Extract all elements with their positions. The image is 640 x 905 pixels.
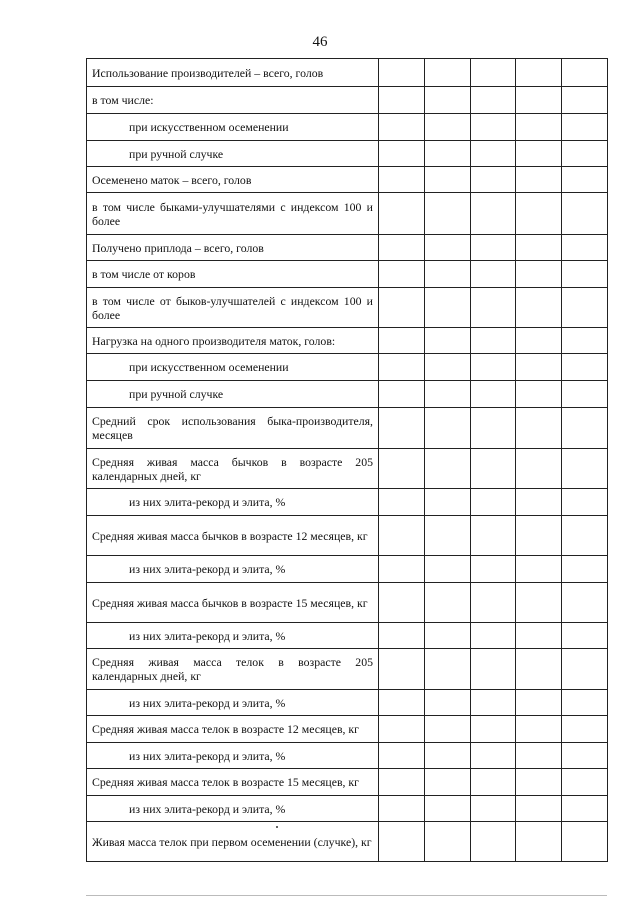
table-row — [87, 743, 608, 769]
table-row — [87, 141, 608, 167]
value-cell[interactable] — [562, 769, 608, 796]
value-cell[interactable] — [379, 623, 425, 649]
value-cell[interactable] — [562, 743, 608, 769]
value-cell[interactable] — [379, 822, 425, 862]
value-cell[interactable] — [562, 649, 608, 690]
value-cell[interactable] — [562, 583, 608, 623]
value-cell[interactable] — [562, 288, 608, 328]
table-row — [87, 354, 608, 381]
table-row — [87, 381, 608, 408]
value-cell[interactable] — [470, 796, 516, 822]
value-cell[interactable] — [424, 769, 470, 796]
table-row — [87, 583, 608, 623]
table-row — [87, 769, 608, 796]
table-row — [87, 87, 608, 114]
row-label: при ручной случке — [87, 141, 379, 167]
value-cell[interactable] — [562, 193, 608, 235]
row-label: Средняя живая масса телок в возрасте 12 месяцев, кг — [87, 716, 379, 743]
value-cell[interactable] — [470, 822, 516, 862]
row-label: Средняя живая масса телок в возрасте 205 календарных дней, кг — [87, 649, 379, 690]
value-cell[interactable] — [470, 141, 516, 167]
value-cell[interactable] — [516, 822, 562, 862]
value-cell[interactable] — [562, 822, 608, 862]
row-label: из них элита-рекорд и элита, % — [87, 489, 379, 516]
value-cell[interactable] — [379, 743, 425, 769]
value-cell[interactable] — [379, 114, 425, 141]
value-cell[interactable] — [562, 59, 608, 87]
row-label: в том числе быками-улучшателями с индексом 100 и более — [87, 193, 379, 235]
value-cell[interactable] — [379, 489, 425, 516]
value-cell[interactable] — [516, 381, 562, 408]
table-row — [87, 556, 608, 583]
table-row — [87, 167, 608, 193]
livestock-indicators-table — [86, 58, 608, 862]
value-cell[interactable] — [470, 716, 516, 743]
row-label: Получено приплода – всего, голов — [87, 235, 379, 261]
value-cell[interactable] — [379, 690, 425, 716]
value-cell[interactable] — [516, 583, 562, 623]
value-cell[interactable] — [562, 489, 608, 516]
table-row — [87, 716, 608, 743]
value-cell[interactable] — [424, 516, 470, 556]
table-row — [87, 649, 608, 690]
value-cell[interactable] — [379, 408, 425, 449]
value-cell[interactable] — [470, 449, 516, 489]
value-cell[interactable] — [562, 87, 608, 114]
value-cell[interactable] — [424, 167, 470, 193]
value-cell[interactable] — [562, 408, 608, 449]
value-cell[interactable] — [562, 796, 608, 822]
value-cell[interactable] — [516, 489, 562, 516]
value-cell[interactable] — [516, 743, 562, 769]
value-cell[interactable] — [470, 87, 516, 114]
value-cell[interactable] — [516, 716, 562, 743]
value-cell[interactable] — [470, 59, 516, 87]
value-cell[interactable] — [379, 796, 425, 822]
table-row — [87, 288, 608, 328]
value-cell[interactable] — [516, 449, 562, 489]
value-cell[interactable] — [379, 516, 425, 556]
row-label: из них элита-рекорд и элита, % — [87, 743, 379, 769]
table-body — [87, 59, 608, 862]
value-cell[interactable] — [516, 328, 562, 354]
value-cell[interactable] — [379, 141, 425, 167]
value-cell[interactable] — [516, 167, 562, 193]
value-cell[interactable] — [424, 822, 470, 862]
table-row — [87, 193, 608, 235]
value-cell[interactable] — [562, 716, 608, 743]
value-cell[interactable] — [470, 556, 516, 583]
row-label: Средняя живая масса бычков в возрасте 205 календарных дней, кг — [87, 449, 379, 489]
value-cell[interactable] — [470, 649, 516, 690]
value-cell[interactable] — [424, 796, 470, 822]
table-row — [87, 796, 608, 822]
value-cell[interactable] — [516, 623, 562, 649]
value-cell[interactable] — [516, 59, 562, 87]
row-label: Живая масса телок при первом осеменении (случке), кг — [87, 822, 379, 862]
table-row — [87, 59, 608, 87]
value-cell[interactable] — [470, 743, 516, 769]
value-cell[interactable] — [516, 796, 562, 822]
value-cell[interactable] — [424, 716, 470, 743]
value-cell[interactable] — [516, 114, 562, 141]
value-cell[interactable] — [562, 354, 608, 381]
value-cell[interactable] — [424, 59, 470, 87]
row-label: в том числе от быков-улучшателей с индексом 100 и более — [87, 288, 379, 328]
value-cell[interactable] — [379, 381, 425, 408]
value-cell[interactable] — [379, 716, 425, 743]
value-cell[interactable] — [379, 354, 425, 381]
row-label: Средняя живая масса телок в возрасте 15 месяцев, кг — [87, 769, 379, 796]
row-label: при ручной случке — [87, 381, 379, 408]
value-cell[interactable] — [470, 261, 516, 288]
row-label: из них элита-рекорд и элита, % — [87, 796, 379, 822]
value-cell[interactable] — [562, 261, 608, 288]
row-label: в том числе от коров — [87, 261, 379, 288]
value-cell[interactable] — [470, 288, 516, 328]
value-cell[interactable] — [470, 167, 516, 193]
row-label: при искусственном осеменении — [87, 354, 379, 381]
value-cell[interactable] — [424, 583, 470, 623]
value-cell[interactable] — [470, 381, 516, 408]
table-row — [87, 822, 608, 862]
table-row — [87, 516, 608, 556]
value-cell[interactable] — [470, 489, 516, 516]
value-cell[interactable] — [379, 59, 425, 87]
page-number: 46 — [312, 34, 328, 50]
table-row — [87, 235, 608, 261]
value-cell[interactable] — [424, 288, 470, 328]
value-cell[interactable] — [424, 743, 470, 769]
value-cell[interactable] — [470, 408, 516, 449]
value-cell[interactable] — [516, 354, 562, 381]
value-cell[interactable] — [379, 449, 425, 489]
value-cell[interactable] — [470, 235, 516, 261]
row-label: Средний срок использования быка-производителя, месяцев — [87, 408, 379, 449]
value-cell[interactable] — [470, 516, 516, 556]
value-cell[interactable] — [516, 556, 562, 583]
value-cell[interactable] — [424, 141, 470, 167]
table-row — [87, 623, 608, 649]
value-cell[interactable] — [379, 556, 425, 583]
table-row — [87, 114, 608, 141]
value-cell[interactable] — [562, 114, 608, 141]
row-label: в том числе: — [87, 87, 379, 114]
row-label: из них элита-рекорд и элита, % — [87, 623, 379, 649]
value-cell[interactable] — [516, 141, 562, 167]
value-cell[interactable] — [516, 87, 562, 114]
row-label: при искусственном осеменении — [87, 114, 379, 141]
value-cell[interactable] — [379, 649, 425, 690]
value-cell[interactable] — [379, 769, 425, 796]
value-cell[interactable] — [470, 769, 516, 796]
value-cell[interactable] — [562, 167, 608, 193]
value-cell[interactable] — [379, 328, 425, 354]
scan-speck — [276, 826, 278, 828]
table-row — [87, 690, 608, 716]
row-label: из них элита-рекорд и элита, % — [87, 556, 379, 583]
value-cell[interactable] — [424, 261, 470, 288]
value-cell[interactable] — [516, 193, 562, 235]
value-cell[interactable] — [562, 449, 608, 489]
value-cell[interactable] — [379, 583, 425, 623]
value-cell[interactable] — [424, 235, 470, 261]
row-label: Использование производителей – всего, голов — [87, 59, 379, 87]
value-cell[interactable] — [379, 193, 425, 235]
value-cell[interactable] — [516, 235, 562, 261]
value-cell[interactable] — [424, 489, 470, 516]
table-row — [87, 489, 608, 516]
value-cell[interactable] — [470, 690, 516, 716]
value-cell[interactable] — [470, 583, 516, 623]
value-cell[interactable] — [424, 328, 470, 354]
value-cell[interactable] — [516, 408, 562, 449]
table-row — [87, 408, 608, 449]
row-label: Нагрузка на одного производителя маток, голов: — [87, 328, 379, 354]
page-bottom-edge — [86, 895, 607, 896]
value-cell[interactable] — [562, 516, 608, 556]
table-row — [87, 449, 608, 489]
value-cell[interactable] — [562, 623, 608, 649]
value-cell[interactable] — [379, 235, 425, 261]
value-cell[interactable] — [424, 408, 470, 449]
row-label: Осеменено маток – всего, голов — [87, 167, 379, 193]
value-cell[interactable] — [562, 556, 608, 583]
row-label: Средняя живая масса бычков в возрасте 12 месяцев, кг — [87, 516, 379, 556]
value-cell[interactable] — [470, 328, 516, 354]
value-cell[interactable] — [562, 690, 608, 716]
value-cell[interactable] — [424, 114, 470, 141]
value-cell[interactable] — [424, 690, 470, 716]
value-cell[interactable] — [516, 516, 562, 556]
value-cell[interactable] — [562, 328, 608, 354]
value-cell[interactable] — [562, 381, 608, 408]
value-cell[interactable] — [379, 167, 425, 193]
value-cell[interactable] — [424, 193, 470, 235]
row-label: Средняя живая масса бычков в возрасте 15 месяцев, кг — [87, 583, 379, 623]
value-cell[interactable] — [424, 354, 470, 381]
value-cell[interactable] — [379, 288, 425, 328]
value-cell[interactable] — [516, 690, 562, 716]
value-cell[interactable] — [562, 235, 608, 261]
value-cell[interactable] — [470, 193, 516, 235]
value-cell[interactable] — [516, 649, 562, 690]
value-cell[interactable] — [424, 623, 470, 649]
value-cell[interactable] — [470, 114, 516, 141]
value-cell[interactable] — [379, 261, 425, 288]
value-cell[interactable] — [424, 649, 470, 690]
value-cell[interactable] — [424, 381, 470, 408]
value-cell[interactable] — [379, 87, 425, 114]
value-cell[interactable] — [470, 623, 516, 649]
value-cell[interactable] — [424, 449, 470, 489]
value-cell[interactable] — [470, 354, 516, 381]
value-cell[interactable] — [516, 288, 562, 328]
table-row — [87, 261, 608, 288]
value-cell[interactable] — [562, 141, 608, 167]
row-label: из них элита-рекорд и элита, % — [87, 690, 379, 716]
value-cell[interactable] — [424, 556, 470, 583]
value-cell[interactable] — [516, 769, 562, 796]
value-cell[interactable] — [424, 87, 470, 114]
table-row — [87, 328, 608, 354]
value-cell[interactable] — [516, 261, 562, 288]
